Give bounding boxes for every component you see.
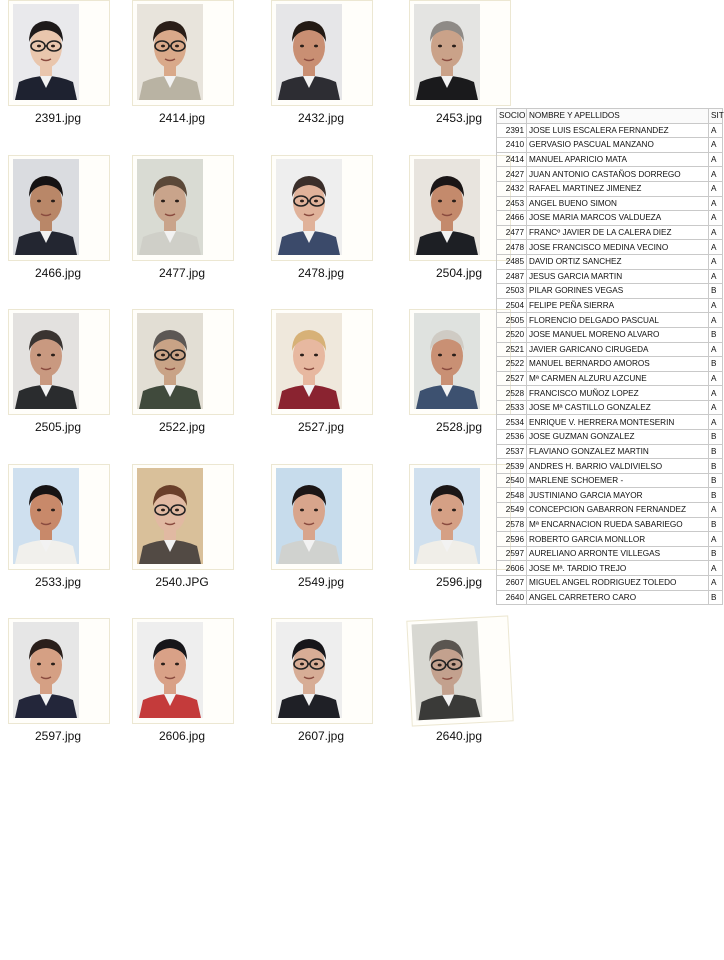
table-row — [497, 269, 723, 284]
cell-nombre: Mª CARMEN ALZURU AZCUNE — [527, 371, 709, 386]
thumbnail-frame — [132, 618, 234, 724]
members-table — [496, 108, 724, 605]
cell-socio: 2578 — [497, 517, 527, 532]
portrait-photo — [414, 159, 480, 255]
cell-nombre: PILAR GORINES VEGAS — [527, 284, 709, 299]
cell-sit: B — [709, 327, 723, 342]
photo-caption: 2453.jpg — [435, 111, 483, 125]
photo-thumbnail[interactable] — [267, 464, 391, 600]
table-row — [497, 400, 723, 415]
portrait-photo — [13, 313, 79, 409]
cell-nombre: JOSE MANUEL MORENO ALVARO — [527, 327, 709, 342]
table-row — [497, 313, 723, 328]
thumbnail-frame — [271, 309, 373, 415]
portrait-photo — [13, 4, 79, 100]
table-row — [497, 196, 723, 211]
portrait-photo — [414, 4, 480, 100]
table-row — [497, 225, 723, 240]
table-row — [497, 254, 723, 269]
cell-socio: 2432 — [497, 181, 527, 196]
portrait-photo — [137, 622, 203, 718]
cell-sit: B — [709, 473, 723, 488]
cell-nombre: JUAN ANTONIO CASTAÑOS DORREGO — [527, 167, 709, 182]
cell-nombre: JAVIER GARICANO CIRUGEDA — [527, 342, 709, 357]
cell-socio: 2504 — [497, 298, 527, 313]
portrait-photo — [137, 159, 203, 255]
header-sit: SIT — [709, 109, 723, 124]
photo-thumbnail[interactable] — [4, 155, 128, 291]
cell-sit: B — [709, 357, 723, 372]
photo-caption: 2597.jpg — [34, 729, 82, 743]
cell-nombre: RAFAEL MARTINEZ JIMENEZ — [527, 181, 709, 196]
cell-socio: 2391 — [497, 123, 527, 138]
portrait-photo — [414, 468, 480, 564]
photo-thumbnail[interactable] — [405, 618, 529, 754]
thumbnail-frame — [271, 618, 373, 724]
cell-socio: 2606 — [497, 561, 527, 576]
photo-caption: 2527.jpg — [297, 420, 345, 434]
cell-socio: 2607 — [497, 576, 527, 591]
thumbnail-frame — [132, 155, 234, 261]
table-row — [497, 415, 723, 430]
cell-nombre: FELIPE PEÑA SIERRA — [527, 298, 709, 313]
portrait-photo — [411, 621, 482, 720]
cell-socio: 2414 — [497, 152, 527, 167]
cell-nombre: JOSE FRANCISCO MEDINA VECINO — [527, 240, 709, 255]
table-row — [497, 342, 723, 357]
cell-sit: A — [709, 138, 723, 153]
thumbnail-frame — [8, 309, 110, 415]
cell-nombre: MIGUEL ANGEL RODRIGUEZ TOLEDO — [527, 576, 709, 591]
cell-socio: 2536 — [497, 430, 527, 445]
cell-socio: 2548 — [497, 488, 527, 503]
cell-nombre: ROBERTO GARCIA MONLLOR — [527, 532, 709, 547]
cell-nombre: MANUEL BERNARDO AMOROS — [527, 357, 709, 372]
photo-thumbnail[interactable] — [4, 618, 128, 754]
table-row — [497, 371, 723, 386]
cell-socio: 2477 — [497, 225, 527, 240]
cell-sit: A — [709, 181, 723, 196]
cell-nombre: FLAVIANO GONZALEZ MARTIN — [527, 444, 709, 459]
cell-socio: 2478 — [497, 240, 527, 255]
photo-thumbnail[interactable] — [4, 0, 128, 136]
photo-thumbnail[interactable] — [128, 0, 252, 136]
header-socio: SOCIO — [497, 109, 527, 124]
table-row — [497, 488, 723, 503]
table-row — [497, 167, 723, 182]
cell-sit: B — [709, 488, 723, 503]
table-row — [497, 444, 723, 459]
portrait-photo — [414, 313, 480, 409]
photo-caption: 2549.jpg — [297, 575, 345, 589]
table-row — [497, 561, 723, 576]
photo-thumbnail[interactable] — [267, 155, 391, 291]
cell-sit: B — [709, 517, 723, 532]
cell-sit: B — [709, 444, 723, 459]
photo-caption: 2391.jpg — [34, 111, 82, 125]
table-row — [497, 503, 723, 518]
cell-nombre: CONCEPCION GABARRON FERNANDEZ — [527, 503, 709, 518]
table-header-row — [497, 109, 723, 124]
thumbnail-frame — [8, 464, 110, 570]
photo-caption: 2596.jpg — [435, 575, 483, 589]
cell-sit: B — [709, 284, 723, 299]
cell-nombre: ANGEL CARRETERO CARO — [527, 590, 709, 605]
table-row — [497, 386, 723, 401]
table-row — [497, 327, 723, 342]
cell-sit: A — [709, 561, 723, 576]
table-row — [497, 123, 723, 138]
cell-socio: 2537 — [497, 444, 527, 459]
cell-sit: A — [709, 240, 723, 255]
cell-socio: 2528 — [497, 386, 527, 401]
photo-caption: 2478.jpg — [297, 266, 345, 280]
table-row — [497, 357, 723, 372]
table-row — [497, 532, 723, 547]
cell-socio: 2466 — [497, 211, 527, 226]
thumbnail-frame — [271, 155, 373, 261]
cell-sit: A — [709, 225, 723, 240]
thumbnail-frame — [132, 464, 234, 570]
cell-nombre: DAVID ORTIZ SANCHEZ — [527, 254, 709, 269]
cell-socio: 2597 — [497, 546, 527, 561]
thumbnail-frame — [132, 0, 234, 106]
cell-socio: 2522 — [497, 357, 527, 372]
photo-thumbnail[interactable] — [267, 309, 391, 445]
cell-nombre: GERVASIO PASCUAL MANZANO — [527, 138, 709, 153]
portrait-photo — [13, 159, 79, 255]
table-row — [497, 181, 723, 196]
portrait-photo — [276, 313, 342, 409]
cell-sit: A — [709, 123, 723, 138]
cell-socio: 2534 — [497, 415, 527, 430]
photo-caption: 2477.jpg — [158, 266, 206, 280]
cell-sit: A — [709, 386, 723, 401]
cell-socio: 2640 — [497, 590, 527, 605]
photo-thumbnail[interactable] — [128, 618, 252, 754]
cell-sit: B — [709, 430, 723, 445]
table-row — [497, 459, 723, 474]
photo-thumbnail[interactable] — [267, 0, 391, 136]
cell-socio: 2539 — [497, 459, 527, 474]
table-row — [497, 298, 723, 313]
photo-caption: 2540.JPG — [155, 575, 209, 589]
cell-sit: A — [709, 167, 723, 182]
photo-thumbnail[interactable] — [128, 155, 252, 291]
cell-nombre: MARLENE SCHOEMER - — [527, 473, 709, 488]
cell-sit: A — [709, 196, 723, 211]
cell-sit: A — [709, 371, 723, 386]
photo-caption: 2640.jpg — [435, 729, 483, 743]
table-row — [497, 576, 723, 591]
photo-thumbnail[interactable] — [128, 464, 252, 600]
cell-nombre: MANUEL APARICIO MATA — [527, 152, 709, 167]
cell-sit: B — [709, 590, 723, 605]
cell-nombre: FRANCISCO MUÑOZ LOPEZ — [527, 386, 709, 401]
cell-socio: 2520 — [497, 327, 527, 342]
portrait-photo — [276, 468, 342, 564]
thumbnail-frame — [132, 309, 234, 415]
cell-nombre: JOSE MARIA MARCOS VALDUEZA — [527, 211, 709, 226]
thumbnail-frame — [271, 464, 373, 570]
cell-sit: A — [709, 342, 723, 357]
cell-socio: 2410 — [497, 138, 527, 153]
cell-socio: 2596 — [497, 532, 527, 547]
photo-thumbnail[interactable] — [4, 464, 128, 600]
portrait-photo — [137, 4, 203, 100]
table-row — [497, 138, 723, 153]
cell-sit: A — [709, 400, 723, 415]
cell-nombre: ANDRES H. BARRIO VALDIVIELSO — [527, 459, 709, 474]
cell-nombre: JESUS GARCIA MARTIN — [527, 269, 709, 284]
portrait-photo — [276, 4, 342, 100]
cell-sit: A — [709, 532, 723, 547]
cell-nombre: ENRIQUE V. HERRERA MONTESERIN — [527, 415, 709, 430]
table-row — [497, 240, 723, 255]
photo-caption: 2414.jpg — [158, 111, 206, 125]
table-row — [497, 546, 723, 561]
table-row — [497, 211, 723, 226]
photo-caption: 2504.jpg — [435, 266, 483, 280]
photo-thumbnail[interactable] — [4, 309, 128, 445]
cell-sit: A — [709, 211, 723, 226]
cell-sit: A — [709, 415, 723, 430]
cell-socio: 2540 — [497, 473, 527, 488]
cell-nombre: FRANCº JAVIER DE LA CALERA DIEZ — [527, 225, 709, 240]
cell-sit: A — [709, 254, 723, 269]
portrait-photo — [13, 622, 79, 718]
photo-caption: 2533.jpg — [34, 575, 82, 589]
cell-socio: 2487 — [497, 269, 527, 284]
cell-nombre: AURELIANO ARRONTE VILLEGAS — [527, 546, 709, 561]
cell-socio: 2527 — [497, 371, 527, 386]
cell-nombre: JOSE LUIS ESCALERA FERNANDEZ — [527, 123, 709, 138]
thumbnail-frame — [409, 0, 511, 106]
photo-thumbnail[interactable] — [267, 618, 391, 754]
photo-caption: 2528.jpg — [435, 420, 483, 434]
cell-nombre: JOSE GUZMAN GONZALEZ — [527, 430, 709, 445]
cell-nombre: ANGEL BUENO SIMON — [527, 196, 709, 211]
photo-thumbnail[interactable] — [128, 309, 252, 445]
portrait-photo — [137, 468, 203, 564]
cell-nombre: JOSE Mª. TARDIO TREJO — [527, 561, 709, 576]
cell-nombre: JOSE Mª CASTILLO GONZALEZ — [527, 400, 709, 415]
table-row — [497, 517, 723, 532]
cell-sit: A — [709, 152, 723, 167]
cell-sit: A — [709, 298, 723, 313]
portrait-photo — [276, 622, 342, 718]
cell-sit: A — [709, 269, 723, 284]
cell-socio: 2503 — [497, 284, 527, 299]
photo-caption: 2432.jpg — [297, 111, 345, 125]
cell-socio: 2521 — [497, 342, 527, 357]
table-row — [497, 430, 723, 445]
cell-sit: A — [709, 313, 723, 328]
cell-sit: B — [709, 546, 723, 561]
table-row — [497, 152, 723, 167]
cell-nombre: Mª ENCARNACION RUEDA SABARIEGO — [527, 517, 709, 532]
photo-caption: 2606.jpg — [158, 729, 206, 743]
photo-caption: 2505.jpg — [34, 420, 82, 434]
table-row — [497, 590, 723, 605]
thumbnail-frame — [406, 615, 513, 726]
cell-socio: 2453 — [497, 196, 527, 211]
thumbnail-frame — [8, 618, 110, 724]
cell-sit: A — [709, 503, 723, 518]
portrait-photo — [13, 468, 79, 564]
table-row — [497, 284, 723, 299]
cell-sit: A — [709, 576, 723, 591]
thumbnail-frame — [271, 0, 373, 106]
cell-socio: 2485 — [497, 254, 527, 269]
cell-socio: 2505 — [497, 313, 527, 328]
thumbnail-frame — [8, 155, 110, 261]
portrait-photo — [276, 159, 342, 255]
cell-socio: 2533 — [497, 400, 527, 415]
photo-caption: 2607.jpg — [297, 729, 345, 743]
cell-socio: 2549 — [497, 503, 527, 518]
header-nombre: NOMBRE Y APELLIDOS — [527, 109, 709, 124]
cell-nombre: FLORENCIO DELGADO PASCUAL — [527, 313, 709, 328]
photo-caption: 2466.jpg — [34, 266, 82, 280]
table-row — [497, 473, 723, 488]
portrait-photo — [137, 313, 203, 409]
photo-caption: 2522.jpg — [158, 420, 206, 434]
cell-nombre: JUSTINIANO GARCIA MAYOR — [527, 488, 709, 503]
cell-socio: 2427 — [497, 167, 527, 182]
thumbnail-frame — [8, 0, 110, 106]
cell-sit: B — [709, 459, 723, 474]
